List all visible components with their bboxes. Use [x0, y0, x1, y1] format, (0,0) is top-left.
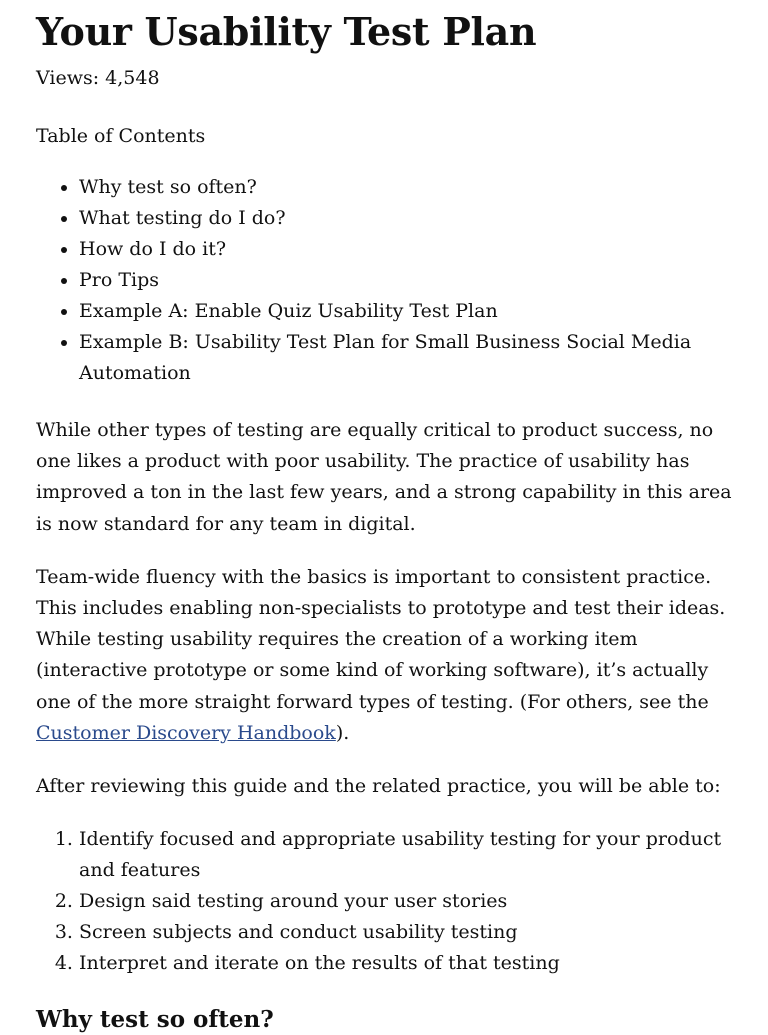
toc-item[interactable]: • What testing do I do? [79, 203, 732, 234]
toc-title: Table of Contents [36, 125, 206, 147]
outcome-item: 1. Identify focused and appropriate usability testing for your product and features [79, 824, 732, 886]
toc-item[interactable]: • Pro Tips [79, 265, 732, 296]
toc-item[interactable]: • Why test so often? [79, 172, 732, 203]
fluency-paragraph [36, 562, 732, 749]
views-count: Views: 4,548 [36, 67, 160, 89]
outcome-item: 2. Design said testing around your user stories [79, 886, 732, 917]
section-heading: Why test so often? [36, 1006, 274, 1034]
intro-paragraph: While other types of testing are equally critical to product success, no one likes a product with poor usability. The practice of usability has improved a ton in the last few years, and a strong capability in this area is now standard for any team in digital. [36, 419, 732, 535]
toc-item[interactable]: • Example B: Usability Test Plan for Small Business Social Media Automation [79, 327, 732, 389]
outcome-item: 4. Interpret and iterate on the results of that testing [79, 948, 732, 979]
outcomes-intro: After reviewing this guide and the related practice, you will be able to: [36, 775, 721, 798]
fluency-text-end: ). [335, 721, 350, 744]
toc-item[interactable]: • How do I do it? [79, 234, 732, 265]
toc-list [36, 172, 732, 389]
outcomes-list [36, 824, 732, 979]
toc-item[interactable]: • Example A: Enable Quiz Usability Test Plan [79, 296, 732, 327]
page-title: Your Usability Test Plan [36, 9, 537, 54]
outcome-item: 3. Screen subjects and conduct usability testing [79, 917, 732, 948]
customer-discovery-handbook-link[interactable]: Customer Discovery Handbook [36, 721, 336, 744]
fluency-text: Team-wide fluency with the basics is important to consistent practice. This includes enabling non-specialists to prototype and test their ideas. While testing usability requires the creation of a working item (interactive prototype or some kind of working software), it’s actually one of the more straight forward types of testing. (For others, see the [36, 565, 726, 713]
